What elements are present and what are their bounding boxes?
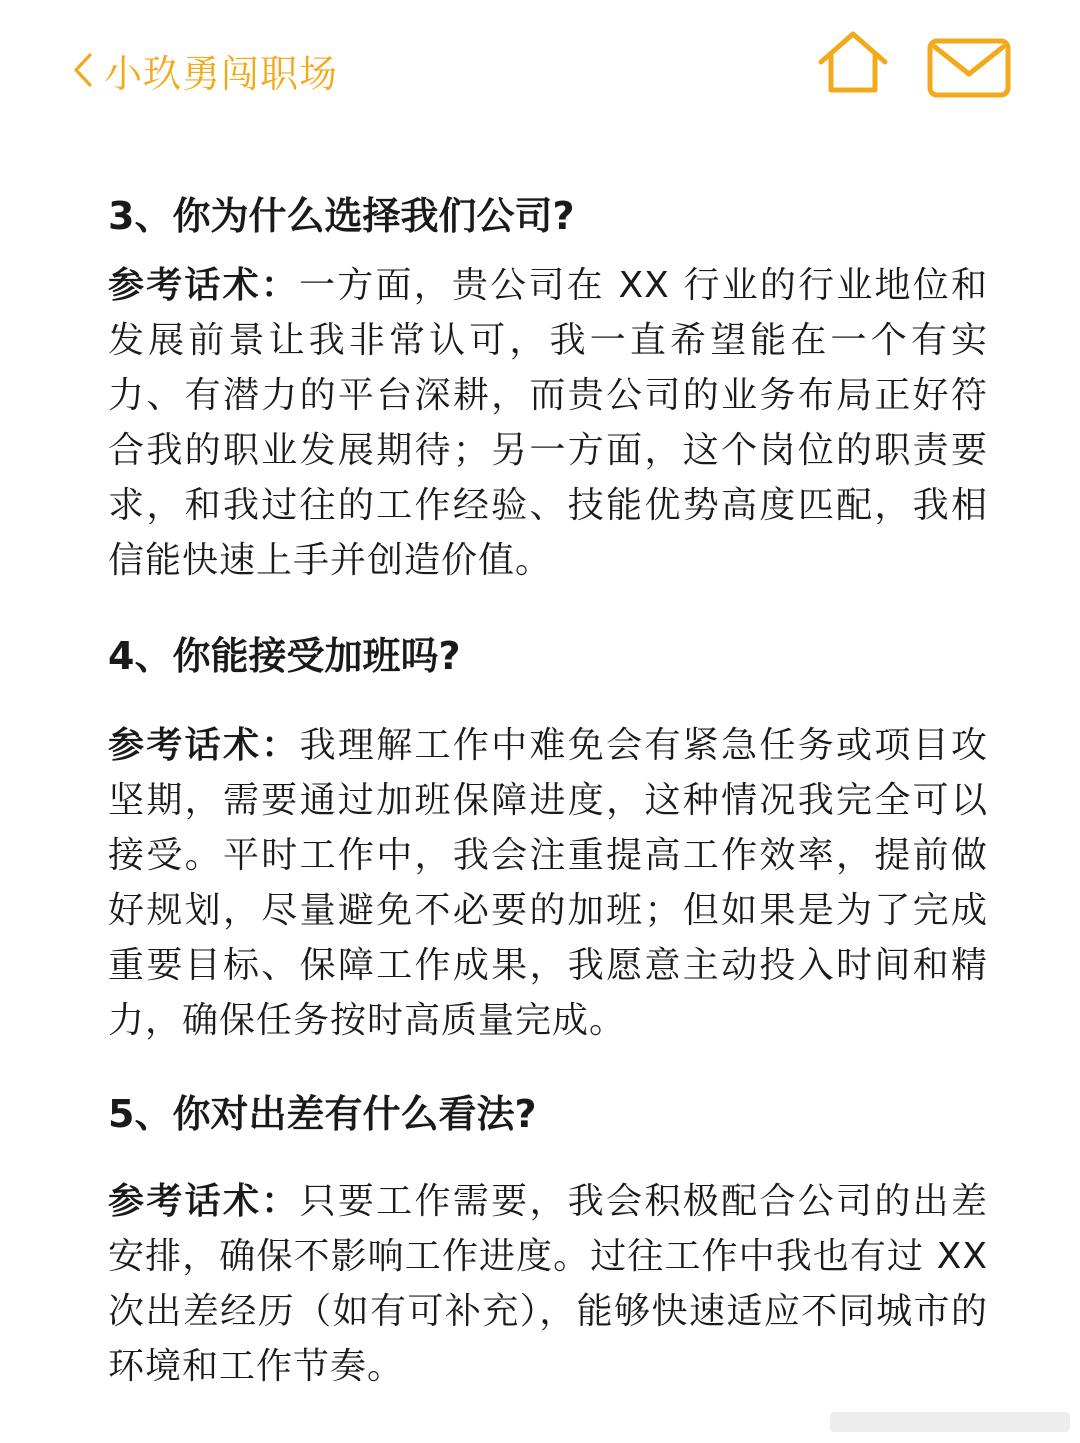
answer-text: 只要工作需要，我会积极配合公司的出差安排，确保不影响工作进度。过往工作中我也有过 XX 次出差经历（如有可补充），能够快速适应不同城市的环境和工作节奏。 bbox=[108, 1181, 988, 1387]
mail-button[interactable] bbox=[927, 38, 1011, 98]
answer-text: 一方面，贵公司在 XX 行业的行业地位和发展前景让我非常认可，我一直希望能在一个有实力、有潜力的平台深耕，而贵公司的业务布局正好符合我的职业发展期待；另一方面，这个岗位的职责要求，和我过往的工作经验、技能优势高度匹配，我相信能快速上手并创造价值。 bbox=[108, 265, 988, 581]
home-button[interactable] bbox=[817, 30, 889, 96]
answer-paragraph bbox=[108, 258, 988, 588]
watermark-logo bbox=[830, 1409, 1070, 1435]
top-navigation-bar bbox=[0, 0, 1080, 140]
question-section-4 bbox=[108, 628, 988, 1048]
answer-paragraph bbox=[108, 718, 988, 1048]
question-heading: 5、你对出差有什么看法? bbox=[108, 1092, 537, 1136]
page-title: 小玖勇闯职场 bbox=[104, 51, 339, 96]
question-section-3 bbox=[108, 188, 988, 588]
question-section-5 bbox=[108, 1086, 988, 1394]
answer-lead-label: 参考话术： bbox=[108, 265, 300, 306]
answer-lead-label: 参考话术： bbox=[108, 1181, 300, 1222]
mail-icon bbox=[927, 38, 1011, 98]
chevron-left-icon bbox=[72, 52, 94, 88]
answer-lead-label: 参考话术： bbox=[108, 725, 300, 766]
question-heading: 3、你为什么选择我们公司? bbox=[108, 194, 575, 238]
home-icon bbox=[817, 30, 889, 96]
answer-paragraph bbox=[108, 1174, 988, 1394]
question-heading: 4、你能接受加班吗? bbox=[108, 634, 461, 678]
back-button[interactable] bbox=[72, 44, 338, 96]
answer-text: 我理解工作中难免会有紧急任务或项目攻坚期，需要通过加班保障进度，这种情况我完全可以接受。平时工作中，我会注重提高工作效率，提前做好规划，尽量避免不必要的加班；但如果是为了完成重要目标、保障工作成果，我愿意主动投入时间和精力，确保任务按时高质量完成。 bbox=[108, 725, 988, 1041]
article-content bbox=[108, 188, 988, 1394]
